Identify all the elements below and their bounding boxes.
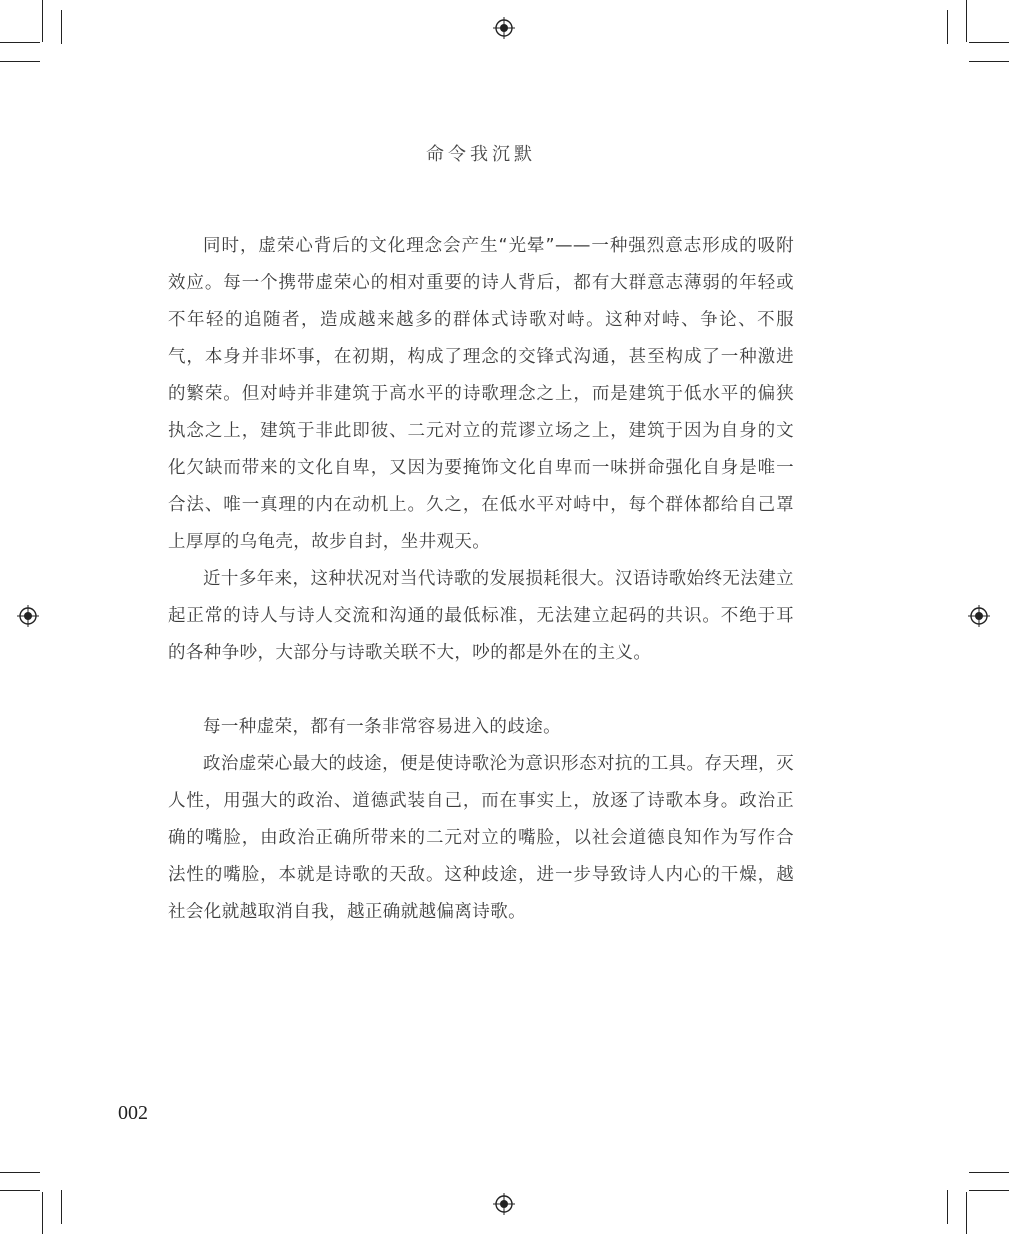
paragraph: 同时，虚荣心背后的文化理念会产生“光晕”——一种强烈意志形成的吸附效应。每一个携带虚荣心的相对重要的诗人背后，都有大群意志薄弱的年轻或不年轻的追随者，造成越来越多的群体式诗歌对峙。这种对峙、争论、不服气，本身并非坏事，在初期，构成了理念的交锋式沟通，甚至构成了一种激进的繁荣。但对峙并非建筑于高水平的诗歌理念之上，而是建筑于低水平的偏狭执念之上，建筑于非此即彼、二元对立的荒谬立场之上，建筑于因为自身的文化欠缺而带来的文化自卑，又因为要掩饰文化自卑而一味拼命强化自身是唯一合法、唯一真理的内在动机上。久之，在低水平对峙中，每个群体都给自己罩上厚厚的乌龟壳，故步自封，坐井观天。 xyxy=(168,236,794,552)
crop-mark xyxy=(61,10,62,44)
crop-mark xyxy=(966,1192,967,1234)
paragraph: 政治虚荣心最大的歧途，便是使诗歌沦为意识形态对抗的工具。存天理，灭人性，用强大的政治、道德武装自己，而在事实上，放逐了诗歌本身。政治正确的嘴脸，由政治正确所带来的二元对立的嘴脸，以社会道德良知作为写作合法性的嘴脸，本就是诗歌的天敌。这种歧途，进一步导致诗人内心的干燥，越社会化就越取消自我，越正确就越偏离诗歌。 xyxy=(168,754,794,922)
crop-mark xyxy=(969,61,1009,62)
crop-mark xyxy=(969,1172,1009,1173)
crop-mark xyxy=(947,1190,948,1224)
crop-mark xyxy=(42,1192,43,1234)
registration-mark-icon xyxy=(968,605,990,627)
registration-mark-icon xyxy=(17,605,39,627)
crop-mark xyxy=(61,1190,62,1224)
crop-mark xyxy=(966,0,967,42)
crop-mark xyxy=(0,1190,40,1191)
crop-mark xyxy=(0,42,40,43)
page-number: 002 xyxy=(118,1102,148,1124)
registration-mark-icon xyxy=(493,17,515,39)
running-title: 命令我沉默 xyxy=(426,144,536,165)
crop-mark xyxy=(0,1172,40,1173)
body-text xyxy=(168,228,794,931)
crop-mark xyxy=(947,10,948,44)
crop-mark xyxy=(969,1190,1009,1191)
section-break xyxy=(168,672,794,709)
registration-mark-icon xyxy=(493,1193,515,1215)
crop-mark xyxy=(0,61,40,62)
crop-mark xyxy=(969,42,1009,43)
paragraph: 每一种虚荣，都有一条非常容易进入的歧途。 xyxy=(203,717,561,737)
paragraph: 近十多年来，这种状况对当代诗歌的发展损耗很大。汉语诗歌始终无法建立起正常的诗人与诗人交流和沟通的最低标准，无法建立起码的共识。不绝于耳的各种争吵，大部分与诗歌关联不大，吵的都是外在的主义。 xyxy=(168,569,794,663)
crop-mark xyxy=(42,0,43,42)
